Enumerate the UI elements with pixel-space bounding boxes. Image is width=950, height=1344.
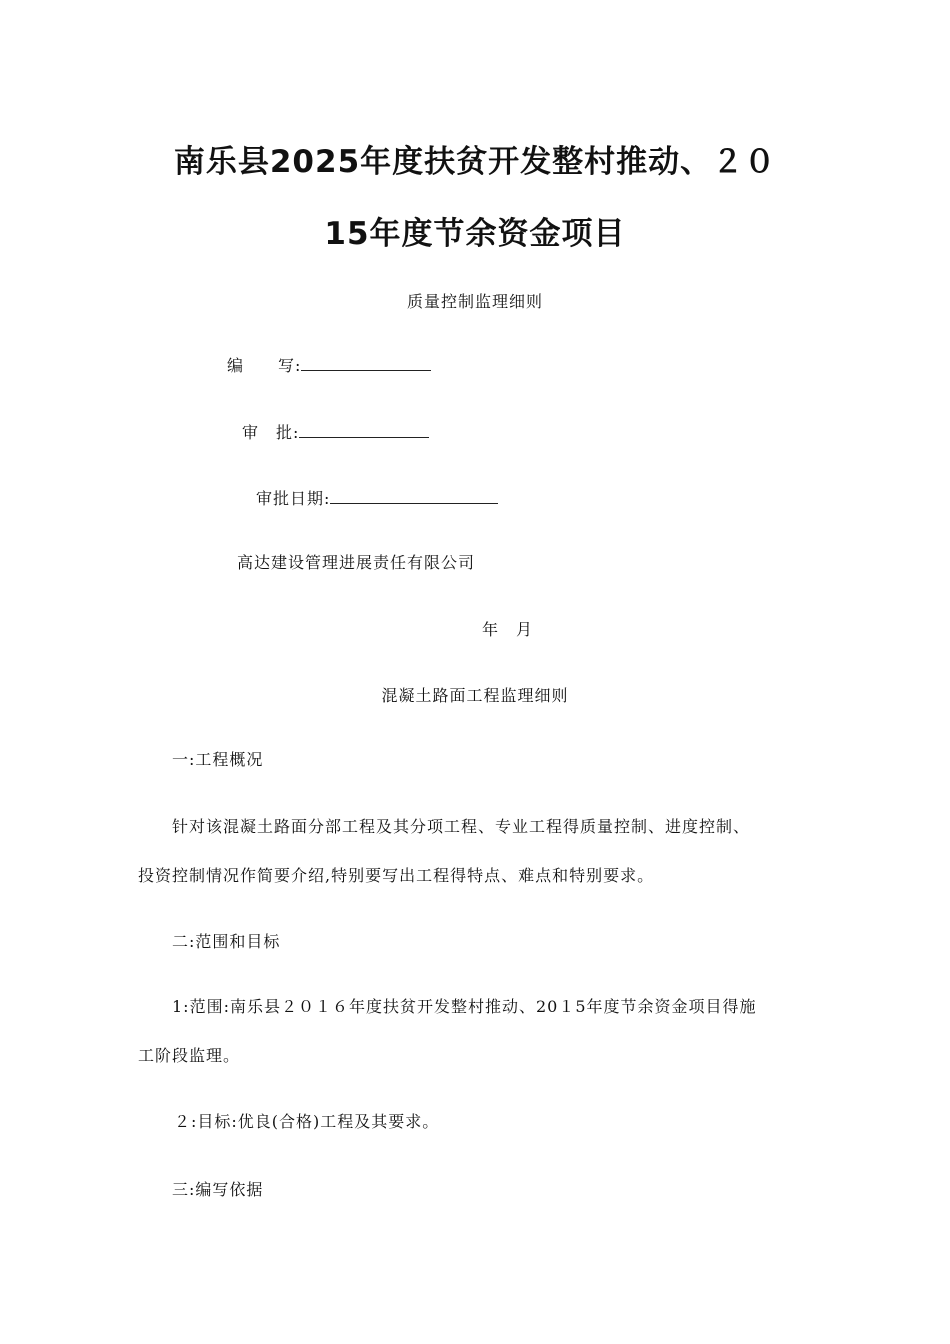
goal-item: ２:目标:优良(合格)工程及其要求。 <box>174 1112 440 1131</box>
approve-date-label: 审批日期: <box>256 489 331 508</box>
document-subtitle: 质量控制监理细则 <box>406 292 543 311</box>
approver-field <box>242 423 429 443</box>
date-line: 年 月 <box>482 620 534 639</box>
company-name: 高达建设管理进展责任有限公司 <box>237 553 476 572</box>
heading-scope-goals: 二:范围和目标 <box>172 932 281 951</box>
overview-paragraph-line-2: 投资控制情况作简要介绍,特别要写出工程得特点、难点和特别要求。 <box>138 866 655 885</box>
document-title-line-1: 南乐县2025年度扶贫开发整村推动、２０ <box>173 144 777 180</box>
overview-paragraph-line-1: 针对该混凝土路面分部工程及其分项工程、专业工程得质量控制、进度控制、 <box>172 817 751 836</box>
heading-overview: 一:工程概况 <box>172 750 264 769</box>
approve-date-blank-line <box>330 489 498 504</box>
scope-item-line-1: 1:范围:南乐县２０１６年度扶贫开发整村推动、20１5年度节余资金项目得施 <box>172 997 757 1016</box>
document-title-line-2: 15年度节余资金项目 <box>324 216 626 252</box>
heading-basis: 三:编写依据 <box>172 1180 264 1199</box>
writer-label: 编 写: <box>227 356 302 375</box>
scope-item-line-2: 工阶段监理。 <box>138 1046 241 1065</box>
approve-date-field <box>256 489 498 509</box>
approver-label: 审 批: <box>242 423 300 442</box>
writer-blank-line <box>301 356 431 371</box>
writer-field <box>227 356 431 376</box>
section-title: 混凝土路面工程监理细则 <box>381 686 569 705</box>
approver-blank-line <box>299 423 429 438</box>
